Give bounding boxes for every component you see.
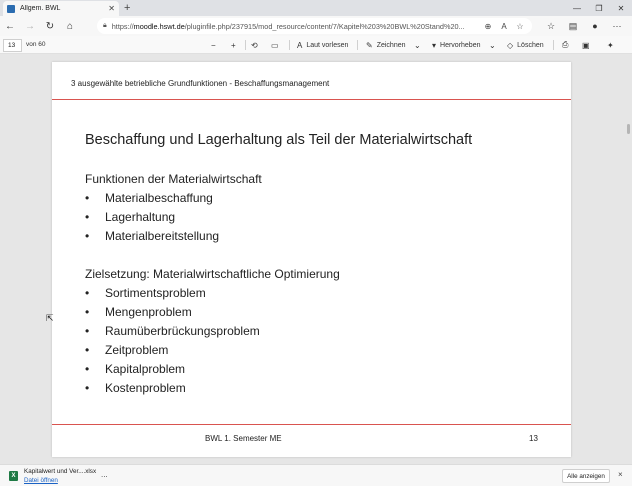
read-mode-icon[interactable]: A bbox=[501, 21, 507, 31]
home-icon[interactable]: ⌂ bbox=[66, 20, 74, 32]
highlight-button[interactable]: ▾ Hervorheben bbox=[432, 40, 481, 50]
download-file-name[interactable]: Kapitalwert und Ver....xlsx bbox=[24, 468, 97, 475]
list-item: • Sortimentsproblem bbox=[85, 286, 206, 300]
slide-title: Beschaffung und Lagerhaltung als Teil der Materialwirtschaft bbox=[85, 132, 473, 148]
chevron-down-icon: ⌄ bbox=[414, 40, 421, 50]
scroll-thumb[interactable] bbox=[627, 124, 630, 134]
highlighter-icon: ▾ bbox=[432, 40, 437, 50]
section-heading-goals: Zielsetzung: Materialwirtschaftliche Optimierung bbox=[85, 267, 340, 281]
favorite-star-icon[interactable]: ☆ bbox=[516, 21, 524, 31]
rotate-icon: ⟲ bbox=[251, 40, 258, 50]
pin-toolbar-button[interactable] bbox=[607, 39, 618, 51]
footer-divider bbox=[52, 424, 571, 425]
slide-page-number: 13 bbox=[529, 434, 538, 443]
list-item: • Materialbereitstellung bbox=[85, 229, 220, 243]
mouse-cursor-icon: ⇱ bbox=[46, 313, 54, 323]
address-bar[interactable] bbox=[97, 18, 532, 34]
print-button[interactable] bbox=[562, 39, 572, 51]
profile-icon[interactable]: ● bbox=[592, 21, 598, 31]
minimize-icon[interactable]: — bbox=[573, 3, 581, 13]
save-icon: ▣ bbox=[582, 40, 590, 50]
draw-button[interactable]: ✎ Zeichnen bbox=[366, 40, 406, 50]
fit-page-button[interactable] bbox=[271, 39, 283, 51]
tab-title: Allgem. BWL bbox=[20, 5, 61, 12]
list-item: • Zeitproblem bbox=[85, 343, 169, 357]
excel-file-icon: X bbox=[9, 471, 18, 481]
zoom-icon[interactable]: ⊕ bbox=[484, 21, 492, 31]
page-total: von 60 bbox=[26, 41, 46, 48]
maximize-icon[interactable]: ❐ bbox=[595, 3, 603, 13]
slide-header: 3 ausgewählte betriebliche Grundfunktionen - Beschaffungsmanagement bbox=[71, 79, 330, 88]
list-item: • Kapitalproblem bbox=[85, 362, 186, 376]
list-item: • Lagerhaltung bbox=[85, 210, 176, 224]
erase-button[interactable]: ◇ Löschen bbox=[507, 40, 544, 50]
favorites-icon[interactable]: ☆ bbox=[546, 20, 556, 31]
highlight-options-button[interactable] bbox=[489, 39, 500, 51]
pen-icon: ✎ bbox=[366, 40, 373, 50]
pdf-viewer[interactable] bbox=[0, 54, 632, 464]
printer-icon: ⎙ bbox=[562, 40, 569, 49]
collections-icon[interactable]: ▤ bbox=[568, 20, 578, 31]
list-item: • Kostenproblem bbox=[85, 381, 186, 395]
section-heading-functions: Funktionen der Materialwirtschaft bbox=[85, 172, 262, 186]
plus-icon: + bbox=[231, 40, 236, 50]
show-all-downloads-button[interactable]: Alle anzeigen bbox=[562, 469, 610, 483]
save-button[interactable] bbox=[582, 39, 594, 51]
eraser-icon: ◇ bbox=[507, 40, 514, 50]
settings-more-icon[interactable]: ··· bbox=[612, 21, 622, 31]
navigation-bar bbox=[0, 16, 632, 36]
download-more-button[interactable]: ... bbox=[101, 470, 108, 479]
window-close-icon[interactable]: ✕ bbox=[617, 3, 625, 13]
back-icon[interactable]: ← bbox=[5, 20, 15, 32]
forward-icon[interactable]: → bbox=[25, 20, 35, 32]
list-item: • Materialbeschaffung bbox=[85, 191, 213, 205]
chevron-down-icon: ⌄ bbox=[489, 40, 496, 50]
page-number-input[interactable]: 13 bbox=[3, 39, 22, 52]
close-tab-icon[interactable]: ✕ bbox=[108, 4, 115, 13]
browser-tab[interactable] bbox=[3, 1, 119, 16]
new-tab-button[interactable]: + bbox=[124, 2, 131, 14]
list-item: • Raumüberbrückungsproblem bbox=[85, 324, 260, 338]
pin-icon: ✦ bbox=[607, 40, 614, 50]
header-divider bbox=[52, 99, 571, 100]
pdf-page bbox=[52, 62, 571, 457]
zoom-in-button[interactable] bbox=[231, 39, 240, 51]
download-bar bbox=[0, 464, 632, 486]
refresh-icon[interactable]: ↻ bbox=[45, 20, 55, 32]
pdf-toolbar bbox=[0, 36, 632, 54]
list-item: • Mengenproblem bbox=[85, 305, 192, 319]
read-aloud-button[interactable]: A Laut vorlesen bbox=[297, 40, 349, 50]
vertical-scrollbar[interactable] bbox=[624, 54, 632, 464]
draw-options-button[interactable] bbox=[414, 39, 425, 51]
moodle-favicon-icon bbox=[7, 5, 15, 13]
title-bar bbox=[0, 0, 632, 16]
zoom-out-button[interactable] bbox=[211, 39, 220, 51]
open-file-link[interactable]: Datei öffnen bbox=[24, 477, 58, 484]
rotate-button[interactable] bbox=[251, 39, 262, 51]
minus-icon: − bbox=[211, 40, 216, 50]
lock-icon[interactable]: 🔒︎ bbox=[103, 22, 107, 29]
slide-footer: BWL 1. Semester ME bbox=[205, 434, 282, 443]
fit-page-icon: ▭ bbox=[271, 40, 279, 50]
url-text[interactable]: https://moodle.hswt.de/pluginfile.php/237915/mod_resource/content/7/Kapitel%203%20BWL%20Stand%20... bbox=[111, 21, 465, 31]
close-download-bar-icon[interactable]: × bbox=[618, 470, 623, 479]
window-controls bbox=[566, 0, 632, 16]
read-aloud-icon: A bbox=[297, 40, 303, 50]
